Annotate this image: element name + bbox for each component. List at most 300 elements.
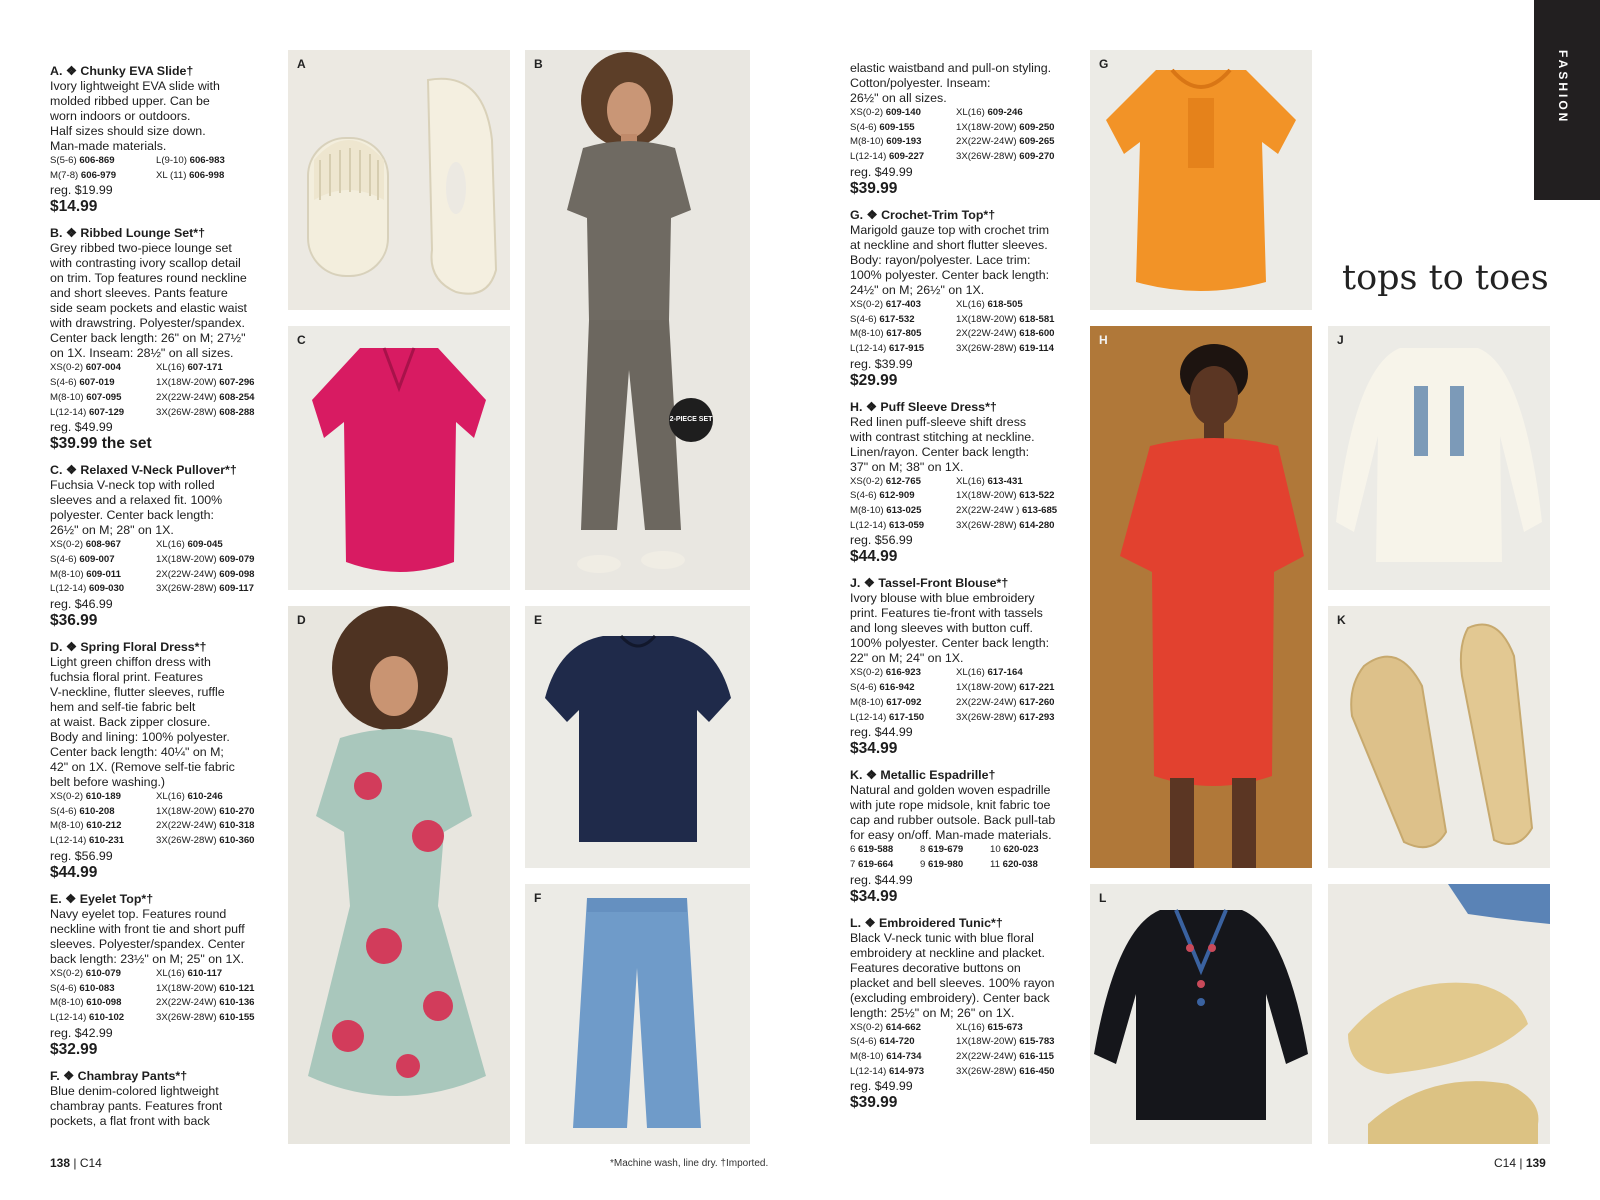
size-label: 1X(18W-20W) [956, 1036, 1017, 1048]
size-label: XL(16) [956, 298, 985, 310]
fuchsia-top-image [288, 326, 510, 590]
size-label: 1X(18W-20W) [156, 553, 217, 565]
size-option [156, 790, 278, 805]
item-number: 620-023 [1003, 844, 1039, 856]
item-number: 609-117 [219, 583, 254, 595]
item-number: 606-869 [79, 155, 115, 166]
size-option [50, 568, 156, 583]
item-number: 617-403 [885, 298, 921, 310]
item-number: 617-260 [1019, 696, 1055, 708]
item-number: 617-915 [888, 342, 925, 354]
size-label: 10 [990, 844, 1001, 856]
size-option [850, 1021, 956, 1036]
item-description: Natural and golden woven espadrille with jute rope midsole, knit fabric toe cap and rubber outsole. Back pull-tab for easy on/off. Man-made materials. [850, 783, 1056, 843]
item-number: 609-155 [879, 121, 915, 133]
size-option [156, 361, 278, 376]
section-tab-label: FASHION [1556, 50, 1570, 125]
size-option [850, 681, 956, 696]
size-label: 2X(22W-24W) [956, 328, 1017, 340]
photo-d-floral-dress [288, 606, 510, 1144]
size-option [156, 967, 278, 982]
slide-shoes-image [288, 50, 510, 310]
size-option [156, 1011, 278, 1026]
regular-price: reg. $56.99 [50, 848, 113, 863]
size-option [920, 858, 990, 873]
size-option [956, 135, 1082, 150]
regular-price: reg. $56.99 [850, 533, 913, 548]
item-number: 609-250 [1019, 121, 1055, 133]
item-k [850, 768, 1082, 905]
item-number: 618-600 [1019, 328, 1055, 340]
size-option [850, 327, 956, 342]
size-label: 2X(22W-24W) [956, 136, 1017, 148]
size-option [850, 504, 956, 519]
item-number: 617-164 [987, 667, 1023, 679]
espadrille-shoes-image [1328, 606, 1550, 868]
item-b [50, 226, 278, 453]
sale-price: $36.99 [50, 612, 98, 630]
size-label: S(4-6) [50, 553, 77, 565]
size-option [156, 819, 278, 834]
size-label: 2X(22W-24W) [956, 696, 1017, 708]
size-label: XL(16) [956, 667, 985, 679]
size-label: 3X(26W-28W) [156, 583, 217, 595]
item-number: 606-983 [189, 155, 225, 166]
item-number: 610-136 [219, 997, 255, 1009]
size-option [156, 406, 278, 421]
size-option [156, 834, 278, 849]
sale-price: $39.99 the set [50, 435, 152, 453]
size-option [156, 568, 278, 583]
regular-price: reg. $19.99 [50, 183, 113, 198]
photo-e-eyelet-top [525, 606, 750, 868]
item-number: 609-193 [886, 136, 922, 148]
size-option [956, 711, 1082, 726]
size-option [850, 1065, 956, 1080]
photo-k-espadrilles-worn [1328, 884, 1550, 1144]
folio-right: C14 | 139 [1494, 1156, 1546, 1170]
item-number: 617-150 [888, 711, 925, 723]
photo-label: L [1099, 891, 1107, 905]
regular-price: reg. $42.99 [50, 1025, 113, 1040]
item-number: 609-246 [987, 107, 1023, 118]
photo-label: G [1099, 57, 1109, 71]
size-label: XS(0-2) [850, 475, 884, 487]
sale-price: $39.99 [850, 179, 898, 197]
size-option [156, 538, 278, 553]
item-number: 607-095 [86, 391, 122, 403]
size-label: S(4-6) [850, 313, 877, 325]
item-number: 610-212 [86, 820, 122, 832]
size-option [850, 106, 956, 121]
photo-k-espadrilles [1328, 606, 1550, 868]
regular-price: reg. $44.99 [850, 725, 913, 740]
photo-label: A [297, 57, 306, 71]
page-number: 139 [1525, 1156, 1546, 1170]
size-option [850, 313, 956, 328]
item-description: Marigold gauze top with crochet trim at neckline and short flutter sleeves. Body: rayon/polyester. Lace trim: 100% polyester. Center back length: 24½" on M; 26½" on 1X. [850, 222, 1050, 297]
size-option [990, 858, 1082, 873]
size-table [50, 538, 278, 597]
size-table [850, 666, 1082, 725]
size-option [156, 805, 278, 820]
photo-label: H [1099, 333, 1108, 347]
photo-h-puff-sleeve-dress [1090, 326, 1312, 868]
sale-price: $44.99 [50, 863, 98, 881]
size-label: L(12-14) [850, 519, 887, 531]
floral-dress-model-image [288, 606, 510, 1144]
size-label: 2X(22W-24W) [956, 1051, 1017, 1063]
item-number: 616-450 [1019, 1065, 1055, 1077]
item-number: 610-270 [219, 805, 255, 817]
size-option [850, 1050, 956, 1065]
size-label: M(8-10) [850, 696, 884, 708]
size-label: M(8-10) [850, 328, 884, 340]
size-option [850, 843, 920, 858]
item-h [850, 400, 1082, 567]
catalog-code: C14 [1494, 1156, 1517, 1170]
size-option [50, 538, 156, 553]
item-number: 613-059 [888, 519, 925, 531]
item-number: 609-007 [79, 553, 115, 565]
size-label: M(7-8) [50, 169, 79, 181]
item-number: 609-227 [888, 151, 925, 163]
item-title: D. ❖ Spring Floral Dress*† [50, 640, 207, 655]
size-option [156, 391, 278, 406]
size-label: L(9-10) [156, 155, 187, 166]
item-title: G. ❖ Crochet-Trim Top*† [850, 207, 996, 222]
size-option [156, 582, 278, 597]
item-number: 610-208 [79, 805, 115, 817]
size-label: L(12-14) [50, 583, 87, 595]
size-label: XS(0-2) [50, 791, 84, 803]
size-option [956, 1021, 1082, 1036]
size-label: XS(0-2) [850, 298, 884, 310]
size-option [156, 169, 278, 184]
item-number: 619-114 [1019, 342, 1054, 354]
size-option [956, 1035, 1082, 1050]
item-number: 609-079 [219, 553, 255, 565]
size-label: M(8-10) [850, 505, 884, 517]
item-number: 614-973 [888, 1065, 925, 1077]
size-label: 2X(22W-24W) [156, 997, 217, 1009]
regular-price: reg. $46.99 [50, 597, 113, 612]
item-number: 610-231 [88, 835, 125, 847]
size-option [50, 1011, 156, 1026]
size-label: XS(0-2) [50, 967, 84, 979]
size-option [850, 121, 956, 136]
left-copy-column [50, 64, 278, 1139]
size-label: 7 [850, 858, 856, 870]
size-label: XL(16) [956, 475, 985, 487]
item-f [50, 1069, 278, 1129]
size-table [850, 106, 1082, 165]
size-label: 8 [920, 844, 926, 856]
size-label: 11 [990, 858, 1000, 870]
sale-price: $44.99 [850, 548, 898, 566]
photo-label: E [534, 613, 543, 627]
item-number: 609-098 [219, 568, 255, 580]
photo-l-embroidered-tunic [1090, 884, 1312, 1144]
ivory-blouse-image [1328, 326, 1550, 590]
item-number: 610-079 [85, 967, 121, 979]
item-e [50, 892, 278, 1059]
photo-j-tassel-blouse [1328, 326, 1550, 590]
size-option [50, 361, 156, 376]
size-label: XS(0-2) [850, 667, 884, 679]
size-label: XS(0-2) [50, 539, 84, 551]
size-option [956, 150, 1082, 165]
item-title: H. ❖ Puff Sleeve Dress*† [850, 399, 997, 414]
size-option [50, 819, 156, 834]
page-number: 138 [50, 1156, 71, 1170]
item-number: 614-280 [1019, 519, 1055, 531]
red-dress-model-image [1090, 326, 1312, 868]
item-number: 609-045 [187, 539, 223, 551]
size-option [156, 154, 278, 169]
size-option [50, 982, 156, 997]
size-label: XL(16) [156, 539, 185, 551]
size-label: M(8-10) [50, 568, 84, 580]
size-option [50, 582, 156, 597]
size-label: XL(16) [156, 791, 185, 803]
size-label: XS(0-2) [850, 107, 884, 118]
size-label: S(4-6) [850, 1036, 877, 1048]
size-label: 2X(22W-24W) [156, 820, 217, 832]
size-option [956, 504, 1082, 519]
size-option [50, 376, 156, 391]
black-tunic-image [1090, 884, 1312, 1144]
espadrille-worn-image [1328, 884, 1550, 1144]
size-label: 2X(22W-24W) [156, 568, 217, 580]
size-option [956, 519, 1082, 534]
item-number: 616-942 [879, 682, 915, 694]
size-option [956, 106, 1082, 121]
photo-label: J [1337, 333, 1344, 347]
size-option [50, 805, 156, 820]
two-piece-set-badge: 2-PIECE SET [669, 398, 713, 442]
item-number: 607-171 [187, 362, 223, 374]
folio-left: 138 | C14 [50, 1156, 102, 1170]
item-number: 608-967 [85, 539, 121, 551]
item-number: 610-360 [219, 835, 255, 847]
item-number: 618-505 [987, 298, 1023, 310]
item-f-continued [850, 61, 1082, 198]
size-option [850, 342, 956, 357]
item-description: Black V-neck tunic with blue floral embroidery at neckline and placket. Features decorative buttons on placket and bell sleeves. 100% rayon (excluding embroidery). Center back length: 25½" on M; 26" on 1X. [850, 930, 1055, 1020]
size-option [50, 154, 156, 169]
item-number: 617-092 [886, 696, 922, 708]
item-description: Fuchsia V-neck top with rolled sleeves and a relaxed fit. 100% polyester. Center back length: 26½" on M; 28" on 1X. [50, 478, 223, 538]
item-number: 614-662 [885, 1021, 921, 1033]
size-label: 9 [920, 858, 926, 870]
size-label: S(4-6) [50, 805, 77, 817]
item-number: 616-923 [885, 667, 921, 679]
size-label: M(8-10) [850, 136, 884, 148]
item-number: 606-979 [80, 169, 117, 181]
size-option [956, 489, 1082, 504]
sale-price: $34.99 [850, 887, 898, 905]
size-label: S(4-6) [50, 982, 77, 994]
size-label: L(12-14) [850, 1065, 887, 1077]
item-title: C. ❖ Relaxed V-Neck Pullover*† [50, 463, 237, 478]
size-option [850, 489, 956, 504]
size-option [50, 834, 156, 849]
item-number: 612-909 [879, 490, 915, 502]
item-number: 610-246 [187, 791, 223, 803]
regular-price: reg. $49.99 [850, 164, 913, 179]
item-description: Red linen puff-sleeve shift dress with contrast stitching at neckline. Linen/rayon. Center back length: 37" on M; 38" on 1X. [850, 414, 1035, 474]
size-label: 1X(18W-20W) [956, 490, 1017, 502]
size-option [156, 553, 278, 568]
item-title: K. ❖ Metallic Espadrille† [850, 768, 996, 783]
item-number: 618-581 [1019, 313, 1055, 325]
size-label: M(8-10) [50, 391, 84, 403]
size-label: XL(16) [156, 362, 185, 374]
item-description: Blue denim-colored lightweight chambray pants. Features front pockets, a flat front with back [50, 1083, 223, 1128]
item-number: 613-685 [1021, 505, 1058, 517]
size-label: S(4-6) [50, 377, 77, 389]
size-label: XL(16) [956, 107, 985, 118]
size-label: 3X(26W-28W) [956, 711, 1017, 723]
item-c [50, 463, 278, 630]
size-label: S(4-6) [850, 682, 877, 694]
regular-price: reg. $39.99 [850, 356, 913, 371]
size-label: 3X(26W-28W) [956, 342, 1017, 354]
sale-price: $32.99 [50, 1040, 98, 1058]
item-title: F. ❖ Chambray Pants*† [50, 1068, 188, 1083]
size-table [850, 475, 1082, 534]
sale-price: $29.99 [850, 371, 898, 389]
size-option [956, 1065, 1082, 1080]
size-label: XS(0-2) [850, 1021, 884, 1033]
size-label: 3X(26W-28W) [156, 1011, 217, 1023]
size-option [850, 1035, 956, 1050]
item-number: 613-025 [886, 505, 922, 517]
catalog-code: C14 [79, 1156, 102, 1170]
size-option [956, 1050, 1082, 1065]
page-headline: tops to toes [1342, 258, 1549, 298]
size-label: L(12-14) [850, 711, 887, 723]
item-number: 619-664 [858, 858, 894, 870]
size-label: 3X(26W-28W) [156, 406, 217, 418]
size-label: L(12-14) [50, 406, 87, 418]
item-number: 609-140 [885, 107, 921, 118]
item-title: E. ❖ Eyelet Top*† [50, 891, 154, 906]
photo-c-pullover [288, 326, 510, 590]
size-label: XL (11) [156, 169, 187, 181]
size-option [956, 327, 1082, 342]
sale-price: $34.99 [850, 740, 898, 758]
blue-pants-image [525, 884, 750, 1144]
size-option [956, 666, 1082, 681]
size-table [850, 298, 1082, 357]
item-number: 609-270 [1019, 151, 1055, 163]
size-label: XS(0-2) [50, 362, 84, 374]
size-label: 3X(26W-28W) [156, 835, 217, 847]
item-description: Ivory lightweight EVA slide with molded ribbed upper. Can be worn indoors or outdoors. Half sizes should size down. Man-made materials. [50, 79, 220, 153]
item-number: 610-121 [219, 982, 255, 994]
size-option [50, 790, 156, 805]
photo-b-lounge-set [525, 50, 750, 590]
size-option [920, 843, 990, 858]
item-title: L. ❖ Embroidered Tunic*† [850, 915, 1003, 930]
size-option [50, 391, 156, 406]
size-label: S(4-6) [850, 490, 877, 502]
size-option [956, 475, 1082, 490]
item-title: B. ❖ Ribbed Lounge Set*† [50, 226, 205, 241]
size-label: 6 [850, 844, 856, 856]
item-j [850, 576, 1082, 758]
size-label: 1X(18W-20W) [156, 377, 217, 389]
item-number: 606-998 [189, 169, 225, 181]
size-label: L(12-14) [850, 342, 887, 354]
item-number: 610-155 [219, 1011, 255, 1023]
item-number: 610-318 [219, 820, 255, 832]
item-number: 617-221 [1019, 682, 1055, 694]
size-label: M(8-10) [50, 820, 84, 832]
size-label: XL(16) [956, 1021, 985, 1033]
item-number: 614-720 [879, 1036, 915, 1048]
size-label: 1X(18W-20W) [956, 313, 1017, 325]
item-number: 615-673 [987, 1021, 1023, 1033]
size-option [50, 967, 156, 982]
size-label: S(4-6) [850, 121, 877, 133]
item-number: 609-030 [88, 583, 125, 595]
item-l [850, 916, 1082, 1113]
item-number: 619-679 [928, 844, 964, 856]
item-d [50, 640, 278, 882]
photo-a-slides [288, 50, 510, 310]
size-option [850, 711, 956, 726]
item-number: 616-115 [1019, 1051, 1054, 1063]
item-number: 617-805 [886, 328, 922, 340]
item-number: 615-783 [1019, 1036, 1055, 1048]
size-label: L(12-14) [50, 835, 87, 847]
item-number: 607-019 [79, 377, 115, 389]
size-option [850, 135, 956, 150]
item-description: Navy eyelet top. Features round neckline with front tie and short puff sleeves. Polyester/spandex. Center back length: 23½" on M; 25" on 1X. [50, 906, 245, 966]
size-option [850, 150, 956, 165]
item-number: 614-734 [886, 1051, 922, 1063]
item-number: 609-011 [86, 568, 121, 580]
photo-f-chambray-pants [525, 884, 750, 1144]
size-option [850, 475, 956, 490]
care-footnote: *Machine wash, line dry. †Imported. [610, 1158, 769, 1169]
size-option [956, 342, 1082, 357]
size-label: S(5-6) [50, 155, 77, 166]
item-number: 607-296 [219, 377, 255, 389]
size-label: 3X(26W-28W) [956, 519, 1017, 531]
item-number: 619-588 [858, 844, 894, 856]
size-label: L(12-14) [850, 151, 887, 163]
size-label: 2X(22W-24W) [156, 391, 217, 403]
item-description: Grey ribbed two-piece lounge set with contrasting ivory scallop detail on trim. Top features round neckline and short sleeves. Pants feature side seam pockets and elastic waist with drawstring. Polyester/spandex. Center back length: 26" on M; 27½" on 1X. Inseam: 28½" on all sizes. [50, 241, 247, 361]
size-option [990, 843, 1082, 858]
size-table [50, 154, 278, 183]
item-title: J. ❖ Tassel-Front Blouse*† [850, 576, 1009, 591]
size-option [850, 666, 956, 681]
size-table [50, 790, 278, 849]
size-label: 3X(26W-28W) [956, 1065, 1017, 1077]
size-option [850, 298, 956, 313]
item-number: 612-765 [885, 475, 921, 487]
item-number: 620-038 [1002, 858, 1038, 870]
item-number: 608-288 [219, 406, 255, 418]
item-number: 610-189 [85, 791, 121, 803]
size-label: 1X(18W-20W) [956, 121, 1017, 133]
size-option [956, 681, 1082, 696]
